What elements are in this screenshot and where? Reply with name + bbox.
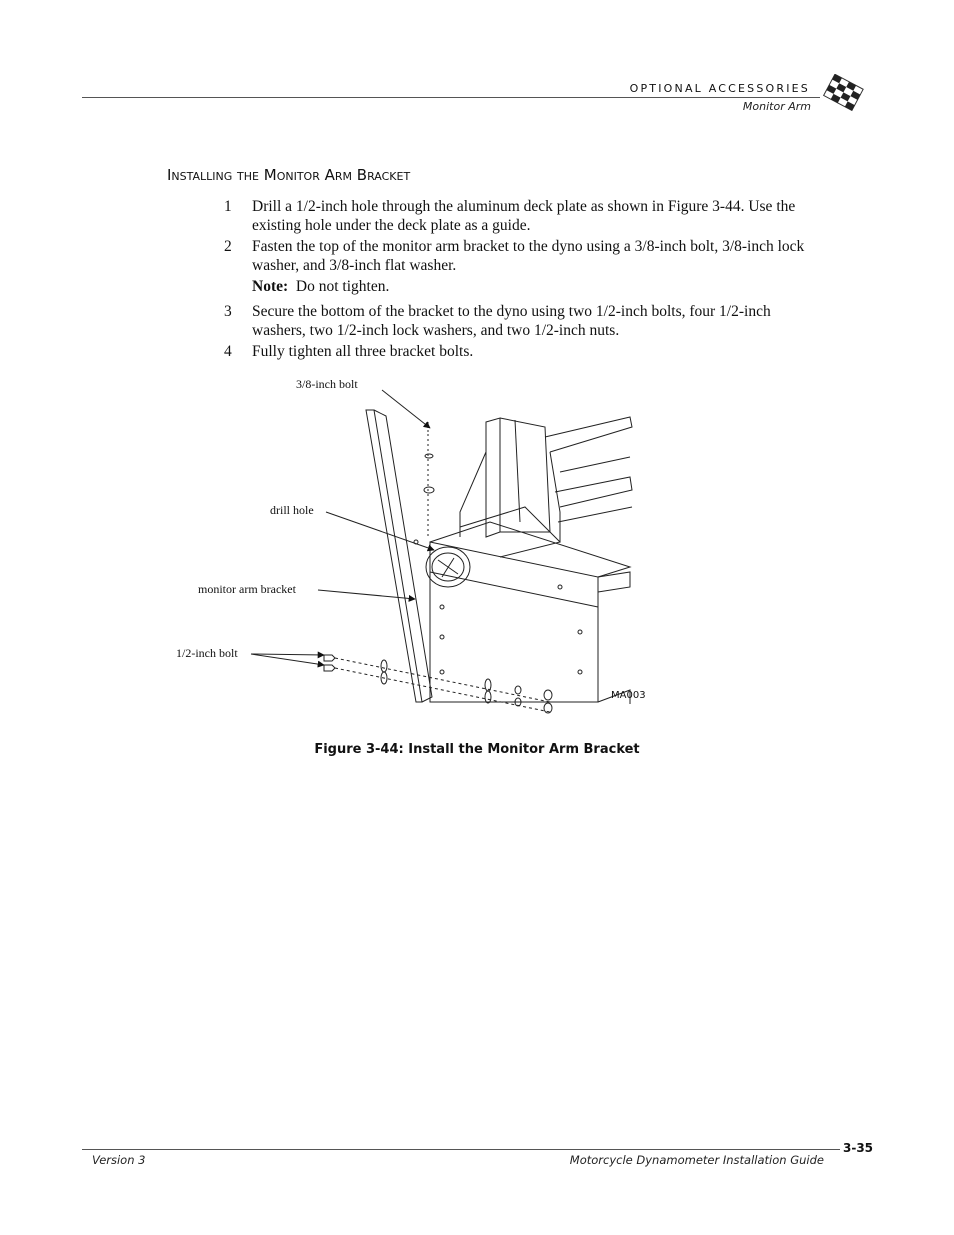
bracket-drawing — [160, 372, 660, 717]
note-label: Note: — [252, 278, 289, 295]
figure-code: MA003 — [611, 690, 646, 701]
step-text: Fasten the top of the monitor arm bracket to the dyno using a 3/8-inch bolt, 3/8-inch lock washer, and 3/8-inch flat washer. — [252, 238, 805, 274]
step-text: Fully tighten all three bracket bolts. — [252, 343, 474, 360]
note-text: Do not tighten. — [295, 278, 390, 295]
list-item — [224, 237, 824, 275]
label-drill-hole: drill hole — [270, 503, 314, 517]
page-number: 3-35 — [843, 1141, 874, 1155]
steps-list — [224, 197, 824, 363]
note — [224, 277, 824, 296]
step-number: 2 — [224, 238, 232, 255]
list-item — [224, 302, 824, 340]
step-number: 4 — [224, 343, 232, 360]
label-1-2-inch-bolt: 1/2-inch bolt — [176, 646, 238, 660]
checkered-flag-icon — [818, 74, 866, 116]
header-rule — [82, 97, 820, 98]
footer-rule — [82, 1149, 840, 1150]
header-section: OPTIONAL ACCESSORIES — [629, 82, 810, 95]
list-item — [224, 342, 824, 361]
section-title: Installing the Monitor Arm Bracket — [167, 166, 411, 184]
step-number: 1 — [224, 198, 232, 215]
footer-version: Version 3 — [92, 1153, 146, 1167]
label-3-8-inch-bolt: 3/8-inch bolt — [296, 377, 358, 391]
step-number: 3 — [224, 303, 232, 320]
label-monitor-arm-bracket: monitor arm bracket — [198, 582, 296, 596]
figure-3-44 — [160, 372, 660, 717]
step-text: Drill a 1/2-inch hole through the aluminum deck plate as shown in Figure 3-44. Use the existing hole under the deck plate as a guide. — [252, 198, 796, 234]
step-text: Secure the bottom of the bracket to the dyno using two 1/2-inch bolts, four 1/2-inch washers, two 1/2-inch lock washers, and two 1/2-inch nuts. — [252, 303, 771, 339]
figure-caption: Figure 3-44: Install the Monitor Arm Bracket — [314, 742, 640, 757]
list-item — [224, 197, 824, 235]
footer-guide-title: Motorcycle Dynamometer Installation Guide — [569, 1153, 824, 1167]
header-subsection: Monitor Arm — [742, 100, 811, 113]
